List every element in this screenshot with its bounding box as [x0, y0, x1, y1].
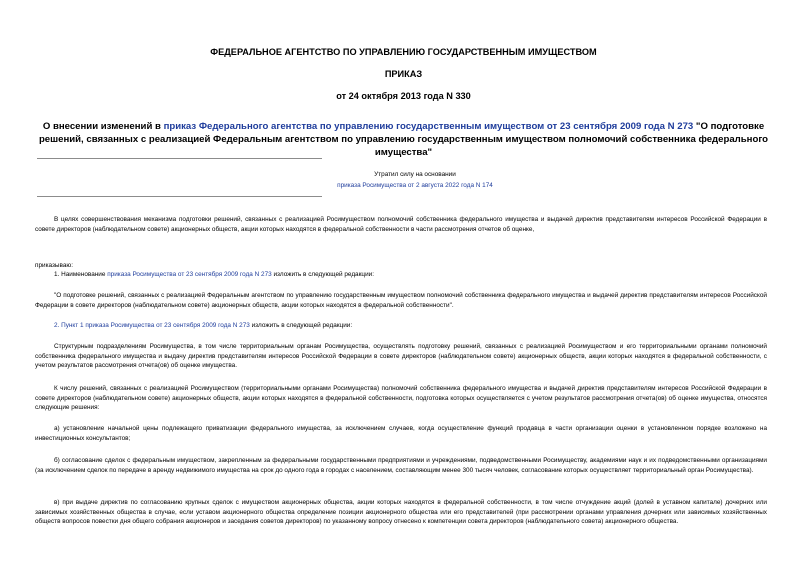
order-word: приказываю: — [35, 262, 73, 269]
status-note — [300, 169, 530, 191]
item-1-link[interactable]: приказа Росимущества от 23 сентября 2009 года N 273 — [107, 271, 272, 278]
title-prefix: О внесении изменений в — [42, 121, 164, 132]
agency-heading: ФЕДЕРАЛЬНОЕ АГЕНТСТВО ПО УПРАВЛЕНИЮ ГОСУДАРСТВЕННЫМ ИМУЩЕСТВОМ — [210, 47, 597, 57]
item-2-link[interactable]: 2. Пункт 1 приказа Росимущества от 23 сентября 2009 года N 273 — [54, 322, 250, 329]
status-note-text: Утратил силу на основании — [374, 171, 456, 178]
quote-1: "О подготовке решений, связанных с реализацией Федеральным агентством по управлению государственным имуществом полномочий собственника федерального имущества и выдачей директив представителям интересов Российской Федерации в совете директоров (наблюдательном совете) акционерных обществ, акции которых находятся в федеральной собственности". — [35, 292, 767, 309]
doc-type-heading: ПРИКАЗ — [384, 69, 423, 79]
title-suffix: "О подготовке решений, связанных с реализацией Федеральным агентством по управлению государственным имуществом полномочий собственника федерального имущества" — [38, 121, 769, 158]
paragraph-decisions-list: К числу решений, связанных с реализацией Росимуществом (территориальными органами Росимущества) полномочий собственника федерального имущества и выдачей директив представителям интересов Российской Федерации в совете директоров (наблюдательном совете) акционерных обществ, акции которых находятся в федеральной собственности, подготовка которых осуществляется с учетом результатов рассмотрения отчета(ов) об оценке имущества, относятся следующие решения: — [35, 385, 767, 412]
paragraph-b: б) согласование сделок с федеральным имуществом, закрепленным за федеральными государственными предприятиями и учреждениями, подведомственными Росимуществу, академиями наук и их подведомственными организациями (за исключением сделок по передаче в аренду недвижимого имущества на срок до одного года в городах с населением, составляющим менее 300 тысяч человек, согласование которых осуществляет территориальный орган Росимущества). — [35, 457, 767, 474]
separator-top — [37, 158, 322, 159]
item-2-suffix: изложить в следующей редакции: — [249, 322, 353, 329]
status-note-link[interactable]: приказа Росимущества от 2 августа 2022 года N 174 — [337, 182, 493, 189]
doc-date: от 24 октября 2013 года N 330 — [336, 91, 471, 101]
item-2 — [35, 321, 767, 331]
paragraph-structural: Структурным подразделениям Росимущества, в том числе территориальным органам Росимущества, осуществлять подготовку решений, связанных с реализацией Росимуществом и его территориальными органами полномочий собственника федерального имущества и выдачу директив представителям интересов Российской Федерации в совете директоров (наблюдательном совете) акционерных обществ, акции которых находятся в федеральной собственности, с учетом результатов рассмотрения отчета(ов) об оценке имущества. — [35, 343, 767, 370]
document-title — [30, 120, 777, 159]
title-link[interactable]: приказ Федерального агентства по управлению государственным имуществом от 23 сентября 2009 года N 273 — [163, 121, 694, 132]
paragraph-a: а) установление начальной цены подлежащего приватизации федерального имущества, за исключением случаев, когда осуществление функций продавца в части организации оценки в установленном порядке возложено на инвестиционных консультантов; — [35, 425, 767, 442]
paragraph-c: в) при выдаче директив по согласованию крупных сделок с имуществом акционерных общества, акции которых находятся в федеральной собственности, в том числе отчуждение акций (долей в уставном капитале) дочерних или зависимых хозяйственных общества в случае, если уставом акционерного общества определение позиции акционерного общества или его представителей (при рассмотрении органами управления дочерних или зависимых хозяйственных обществ вопросов повестки дня общего собрания акционеров и заседания советов директоров) по указанному вопросу отнесено к компетенции совета директоров (наблюдательного совета) акционерного общества. — [35, 499, 767, 526]
item-1 — [35, 270, 767, 280]
preamble-paragraph: В целях совершенствования механизма подготовки решений, связанных с реализацией Росимуществом полномочий собственника федерального имущества и выдачей директив представителям интересов Российской Федерации в совете директоров (наблюдательном совете) акционерных обществ, акции которых находятся в федеральной собственности в части рассмотрения отчетов об оценке, — [35, 216, 767, 233]
item-1-prefix: 1. Наименование — [54, 271, 108, 278]
separator-bottom — [37, 196, 322, 197]
item-1-suffix: изложить в следующей редакции: — [271, 271, 374, 278]
